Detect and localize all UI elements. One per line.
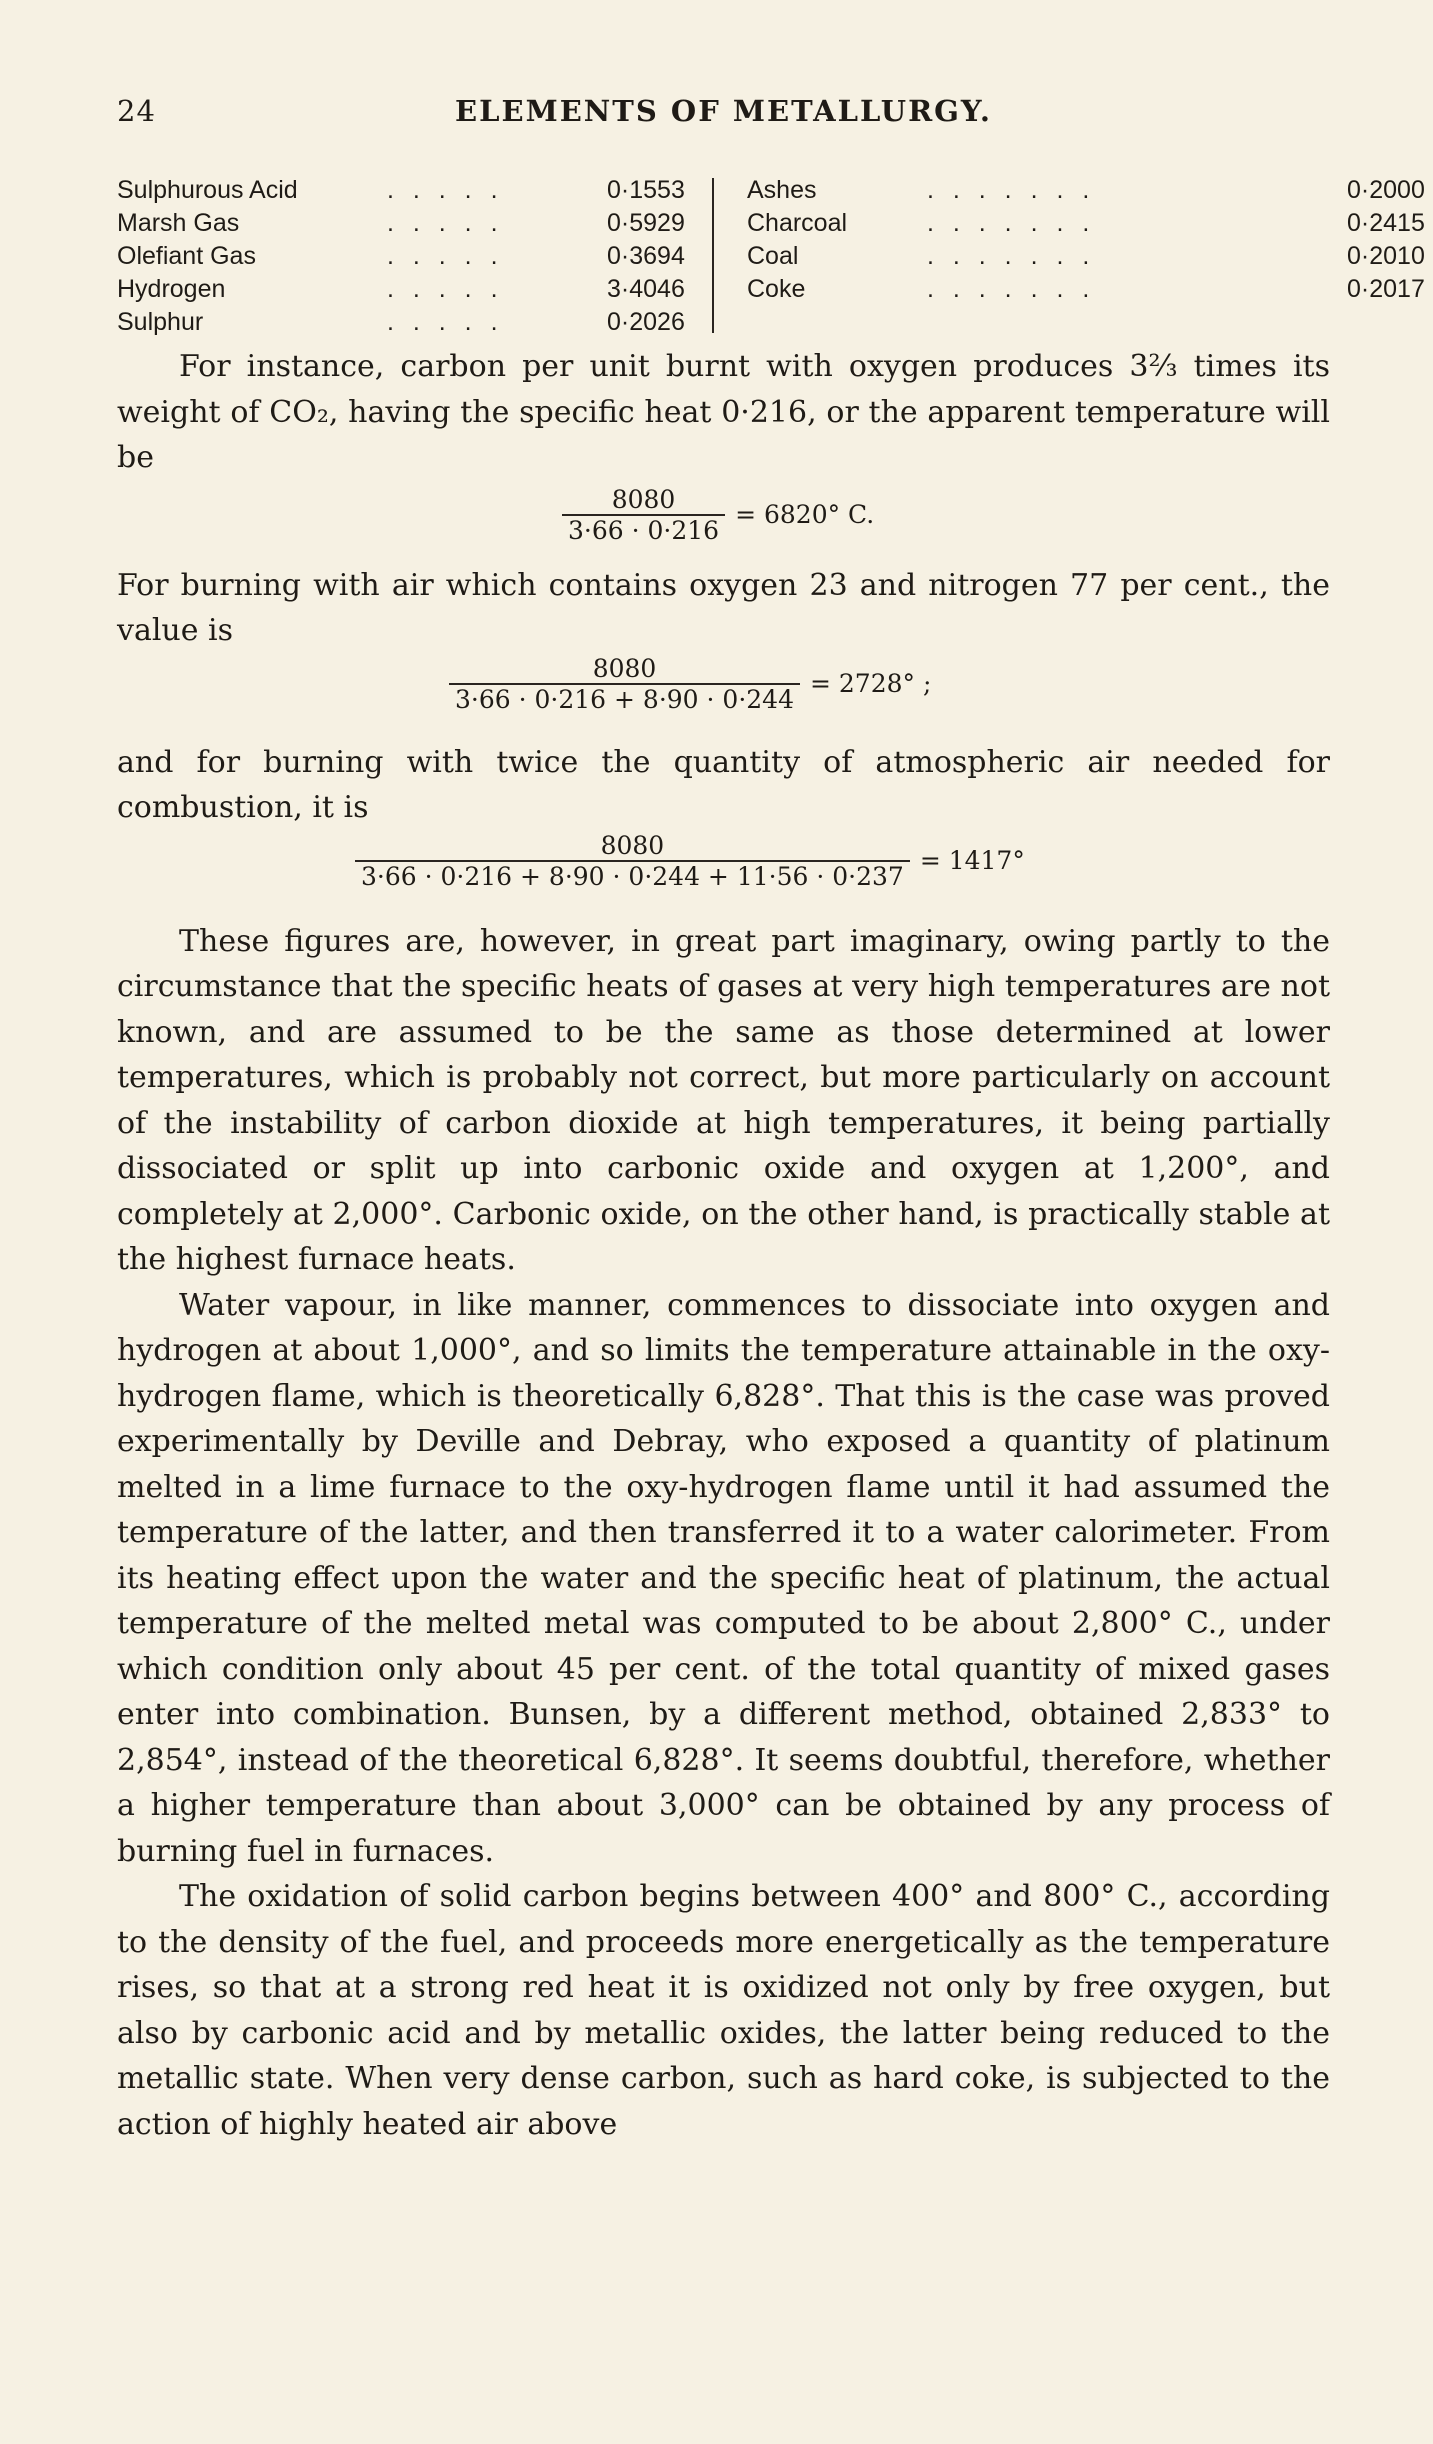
table-row: Hydrogen . . . . . 3·4046 [117, 273, 717, 306]
paragraph-air: For burning with air which contains oxygen 23 and nitrogen 77 per cent., the value is [117, 567, 1330, 648]
formula-result: = 1417° [919, 846, 1025, 875]
table-right-column [747, 174, 1433, 306]
table-row: Sulphurous Acid . . . . . 0·1553 [117, 174, 717, 207]
page-number: 24 [117, 94, 156, 128]
running-head [117, 94, 1330, 134]
denominator: 3·66 · 0·216 + 8·90 · 0·244 [449, 683, 800, 714]
fraction [449, 654, 800, 714]
running-title: ELEMENTS OF METALLURGY. [455, 94, 992, 128]
paragraph-water-vapour: Water vapour, in like manner, commences to dissociate into oxygen and hydrogen at about 1,000°, and so limits the temperature attainable in the oxy-hydrogen flame, which is theoretically 6,828°. That this is the case was proved experimentally by Deville and Debray, who exposed a quantity of platinum melted in a lime furnace to the oxy-hydrogen flame until it had assumed the temperature of the latter, and then transferred it to a water calorimeter. From its heating effect upon the water and the specific heat of platinum, the actual temperature of the melted metal was computed to be about 2,800° C., under which condition only about 45 per cent. of the total quantity of mixed gases enter into combination. Bunsen, by a different method, obtained 2,833° to 2,854°, instead of the theoretical 6,828°. It seems doubtful, therefore, whether a higher temperature than about 3,000° can be obtained by any process of burning fuel in furnaces. [117, 1287, 1330, 1869]
specific-heat-value: 0·2017 [1347, 275, 1425, 303]
paragraph-imaginary-figures: These figures are, however, in great part imaginary, owing partly to the circumstance that the specific heats of gases at very high temperatures are not known, and are assumed to be the same as those determined at lower temperatures, which is probably not correct, but more particularly on account of the instability of carbon dioxide at high temperatures, it being partially dissociated or split up into carbonic oxide and oxygen at 1,200°, and completely at 2,000°. Carbonic oxide, on the other hand, is practically stable at the highest furnace heats. [117, 923, 1330, 1277]
table-row: Coke . . . . . . . 0·2017 [747, 273, 1433, 306]
specific-heat-table [117, 174, 1425, 344]
table-left-column [117, 174, 717, 339]
substance-name: Sulphur [117, 308, 204, 336]
specific-heat-value: 0·2010 [1347, 242, 1425, 270]
paragraph-twice-air: and for burning with twice the quantity of atmospheric air needed for combustion, it is [117, 744, 1330, 825]
specific-heat-value: 0·3694 [607, 242, 685, 270]
numerator: 8080 [592, 653, 657, 683]
substance-name: Olefiant Gas [117, 242, 256, 270]
table-row: Sulphur . . . . . 0·2026 [117, 306, 717, 339]
formula-air [449, 654, 1330, 714]
formula-oxygen [562, 485, 1330, 545]
formula-result: = 2728° ; [810, 669, 932, 698]
substance-name: Ashes [747, 176, 817, 204]
paragraph-apparent-temperature: For instance, carbon per unit burnt with oxygen produces 3⅔ times its weight of CO₂, having the specific heat 0·216, or the apparent temperature will be [117, 349, 1330, 475]
substance-name: Marsh Gas [117, 209, 240, 237]
specific-heat-value: 3·4046 [607, 275, 685, 303]
specific-heat-value: 0·2415 [1347, 209, 1425, 237]
specific-heat-value: 0·2026 [607, 308, 685, 336]
substance-name: Coke [747, 275, 806, 303]
table-row: Coal . . . . . . . 0·2010 [747, 240, 1433, 273]
substance-name: Coal [747, 242, 799, 270]
substance-name: Hydrogen [117, 275, 226, 303]
formula-twice-air [355, 831, 1330, 891]
table-row: Marsh Gas . . . . . 0·5929 [117, 207, 717, 240]
numerator: 8080 [600, 830, 665, 860]
denominator: 3·66 · 0·216 [562, 514, 725, 545]
table-row: Olefiant Gas . . . . . 0·3694 [117, 240, 717, 273]
substance-name: Sulphurous Acid [117, 176, 298, 204]
fraction [562, 485, 725, 545]
specific-heat-value: 0·1553 [607, 176, 685, 204]
specific-heat-value: 0·5929 [607, 209, 685, 237]
numerator: 8080 [611, 484, 676, 514]
table-row: Charcoal . . . . . . . 0·2415 [747, 207, 1433, 240]
substance-name: Charcoal [747, 209, 848, 237]
column-divider [712, 178, 714, 333]
denominator: 3·66 · 0·216 + 8·90 · 0·244 + 11·56 · 0·237 [355, 860, 910, 891]
specific-heat-value: 0·2000 [1347, 176, 1425, 204]
formula-result: = 6820° C. [735, 500, 875, 529]
fraction [355, 831, 910, 891]
paragraph-carbon-oxidation: The oxidation of solid carbon begins between 400° and 800° C., according to the density of the fuel, and proceeds more energetically as the temperature rises, so that at a strong red heat it is oxidized not only by free oxygen, but also by carbonic acid and by metallic oxides, the latter being reduced to the metallic state. When very dense carbon, such as hard coke, is subjected to the action of highly heated air above [117, 1879, 1330, 2142]
book-page [117, 94, 1425, 2147]
table-row: Ashes . . . . . . . 0·2000 [747, 174, 1433, 207]
